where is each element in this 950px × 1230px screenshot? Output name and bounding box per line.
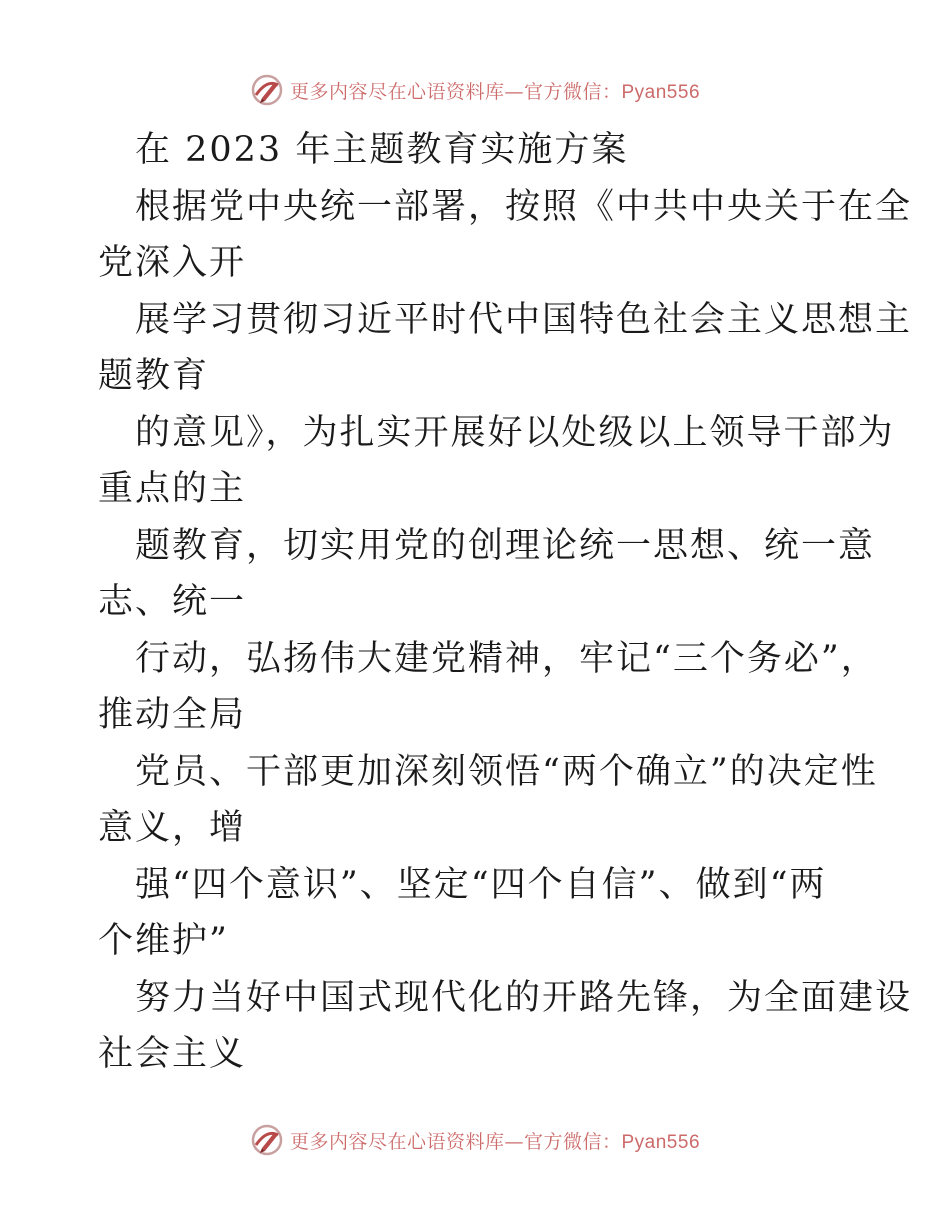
watermark-wechat-id: Pyan556 <box>621 1131 701 1153</box>
watermark-wechat-id: Pyan556 <box>621 81 701 103</box>
text-line: 根据党中央统一部署，按照《中共中央关于在全 <box>135 186 913 227</box>
text-line: 努力当好中国式现代化的开路先锋，为全面建设 <box>135 977 913 1018</box>
text-line: 社会主义 <box>98 1034 247 1074</box>
watermark-text: 更多内容尽在心语资料库—官方微信： <box>289 80 622 103</box>
text-line: 推动全局 <box>98 695 247 735</box>
text-line: 在 2023 年主题教育实施方案 <box>135 130 629 170</box>
pen-logo-icon <box>250 73 284 107</box>
header-watermark <box>0 70 950 110</box>
text-line: 意义，增 <box>98 808 247 848</box>
text-line: 党深入开 <box>98 243 247 283</box>
text-line: 的意见》，为扎实开展好以处级以上领导干部为 <box>135 412 895 453</box>
text-line: 志、统一 <box>98 582 247 622</box>
text-line: 重点的主 <box>98 469 247 509</box>
text-line: 个维护” <box>98 921 229 961</box>
watermark-text: 更多内容尽在心语资料库—官方微信： <box>289 1130 622 1153</box>
footer-watermark <box>0 1120 950 1160</box>
text-line: 行动，弘扬伟大建党精神，牢记“三个务必”， <box>135 638 878 679</box>
text-line: 题教育 <box>98 356 210 396</box>
text-line: 题教育，切实用党的创理论统一思想、统一意 <box>135 525 876 566</box>
text-line: 党员、干部更加深刻领悟“两个确立”的决定性 <box>135 751 878 792</box>
document-body <box>98 122 913 1083</box>
text-line: 强“四个意识”、坚定“四个自信”、做到“两 <box>135 864 827 905</box>
text-line: 展学习贯彻习近平时代中国特色社会主义思想主 <box>135 299 913 340</box>
pen-logo-icon <box>250 1123 284 1157</box>
